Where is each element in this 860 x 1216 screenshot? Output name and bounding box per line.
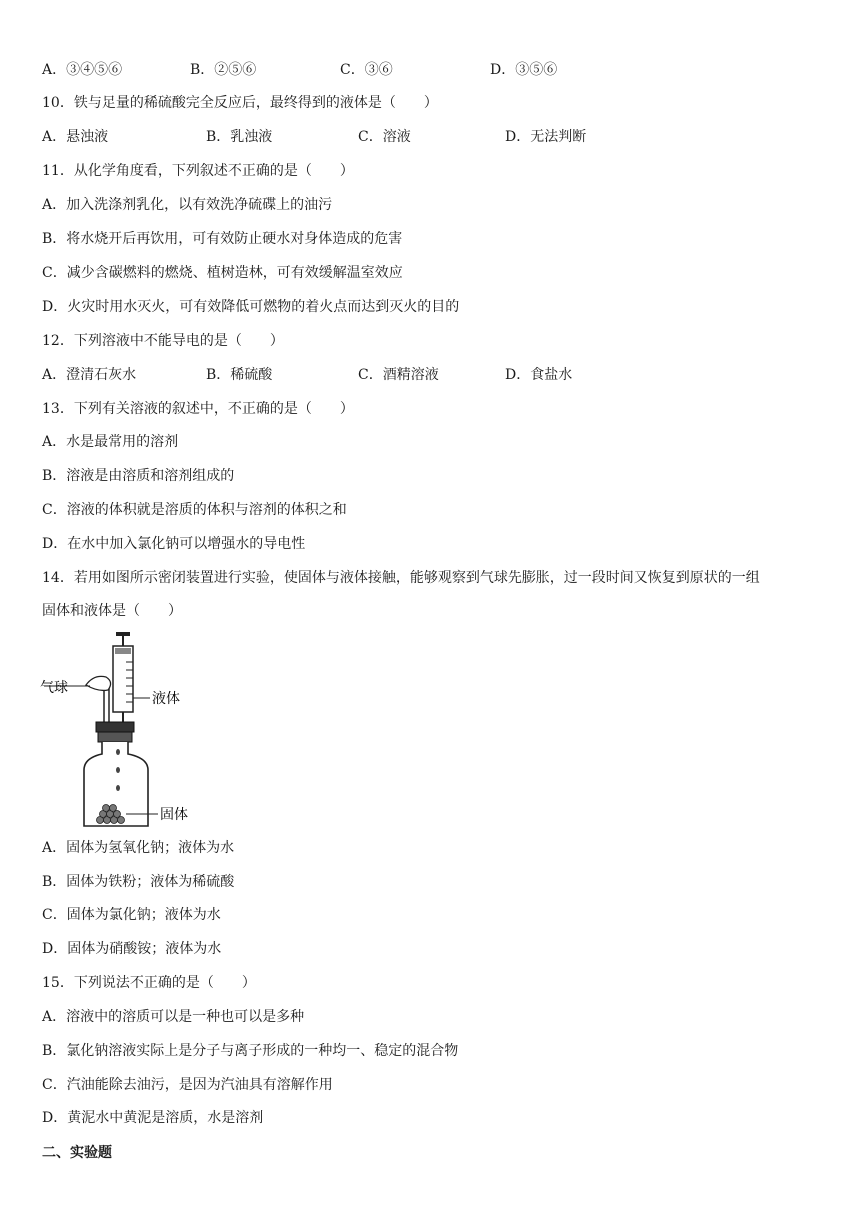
q12-option-d: D．食盐水 bbox=[505, 367, 573, 383]
balloon-shape bbox=[86, 676, 111, 690]
q12-option-b: B．稀硫酸 bbox=[206, 367, 273, 383]
q14-stem-line1: 14．若用如图所示密闭装置进行实验，使固体与液体接触，能够观察到气球先膨胀，过一段时间又恢复到原状的一组 bbox=[42, 570, 760, 586]
q10-option-a: A．悬浊液 bbox=[42, 129, 109, 145]
q9-option-b: B．②⑤⑥ bbox=[190, 62, 257, 78]
q12-option-a: A．澄清石灰水 bbox=[42, 367, 137, 383]
q12-stem: 12．下列溶液中不能导电的是（ ） bbox=[42, 333, 284, 349]
q15-option-b: B．氯化钠溶液实际上是分子与离子形成的一种均一、稳定的混合物 bbox=[42, 1043, 459, 1059]
syringe-plunger-cap bbox=[116, 632, 130, 636]
q14-stem-line2: 固体和液体是（ ） bbox=[42, 603, 182, 619]
q11-stem: 11．从化学角度看，下列叙述不正确的是（ ） bbox=[42, 163, 354, 179]
q14-option-b: B．固体为铁粉；液体为稀硫酸 bbox=[42, 874, 235, 890]
q14-option-d: D．固体为硝酸铵；液体为水 bbox=[42, 941, 222, 957]
q9-option-c: C．③⑥ bbox=[340, 62, 393, 78]
figure-label-liquid: 液体 bbox=[152, 691, 180, 707]
rubber-stopper bbox=[96, 722, 134, 732]
q13-option-d: D．在水中加入氯化钠可以增强水的导电性 bbox=[42, 536, 306, 552]
q10-stem: 10．铁与足量的稀硫酸完全反应后，最终得到的液体是（ ） bbox=[42, 95, 438, 111]
q13-option-c: C．溶液的体积就是溶质的体积与溶剂的体积之和 bbox=[42, 502, 347, 518]
section-heading: 二、实验题 bbox=[42, 1145, 112, 1161]
q15-stem: 15．下列说法不正确的是（ ） bbox=[42, 975, 256, 991]
q13-stem: 13．下列有关溶液的叙述中，不正确的是（ ） bbox=[42, 401, 354, 417]
q10-option-b: B．乳浊液 bbox=[206, 129, 273, 145]
q11-option-c: C．减少含碳燃料的燃烧、植树造林，可有效缓解温室效应 bbox=[42, 265, 403, 281]
q14-option-c: C．固体为氯化钠；液体为水 bbox=[42, 907, 221, 923]
q15-option-c: C．汽油能除去油污，是因为汽油具有溶解作用 bbox=[42, 1077, 333, 1093]
q10-option-c: C．溶液 bbox=[358, 129, 411, 145]
q12-option-c: C．酒精溶液 bbox=[358, 367, 439, 383]
q15-option-d: D．黄泥水中黄泥是溶质，水是溶剂 bbox=[42, 1110, 264, 1126]
q11-option-b: B．将水烧开后再饮用，可有效防止硬水对身体造成的危害 bbox=[42, 231, 403, 247]
q14-apparatus-figure bbox=[40, 630, 200, 830]
figure-label-balloon: 气球 bbox=[40, 680, 68, 696]
q15-option-a: A．溶液中的溶质可以是一种也可以是多种 bbox=[42, 1009, 305, 1025]
q13-option-a: A．水是最常用的溶剂 bbox=[42, 434, 179, 450]
q9-option-a: A．③④⑤⑥ bbox=[42, 62, 123, 78]
q9-option-d: D．③⑤⑥ bbox=[490, 62, 558, 78]
q11-option-d: D．火灾时用水灭火，可有效降低可燃物的着火点而达到灭火的目的 bbox=[42, 299, 460, 315]
q14-option-a: A．固体为氢氧化钠；液体为水 bbox=[42, 840, 235, 856]
q13-option-b: B．溶液是由溶质和溶剂组成的 bbox=[42, 468, 235, 484]
figure-label-solid: 固体 bbox=[160, 807, 188, 823]
q10-option-d: D．无法判断 bbox=[505, 129, 587, 145]
q11-option-a: A．加入洗涤剂乳化，以有效洗净硫碟上的油污 bbox=[42, 197, 333, 213]
